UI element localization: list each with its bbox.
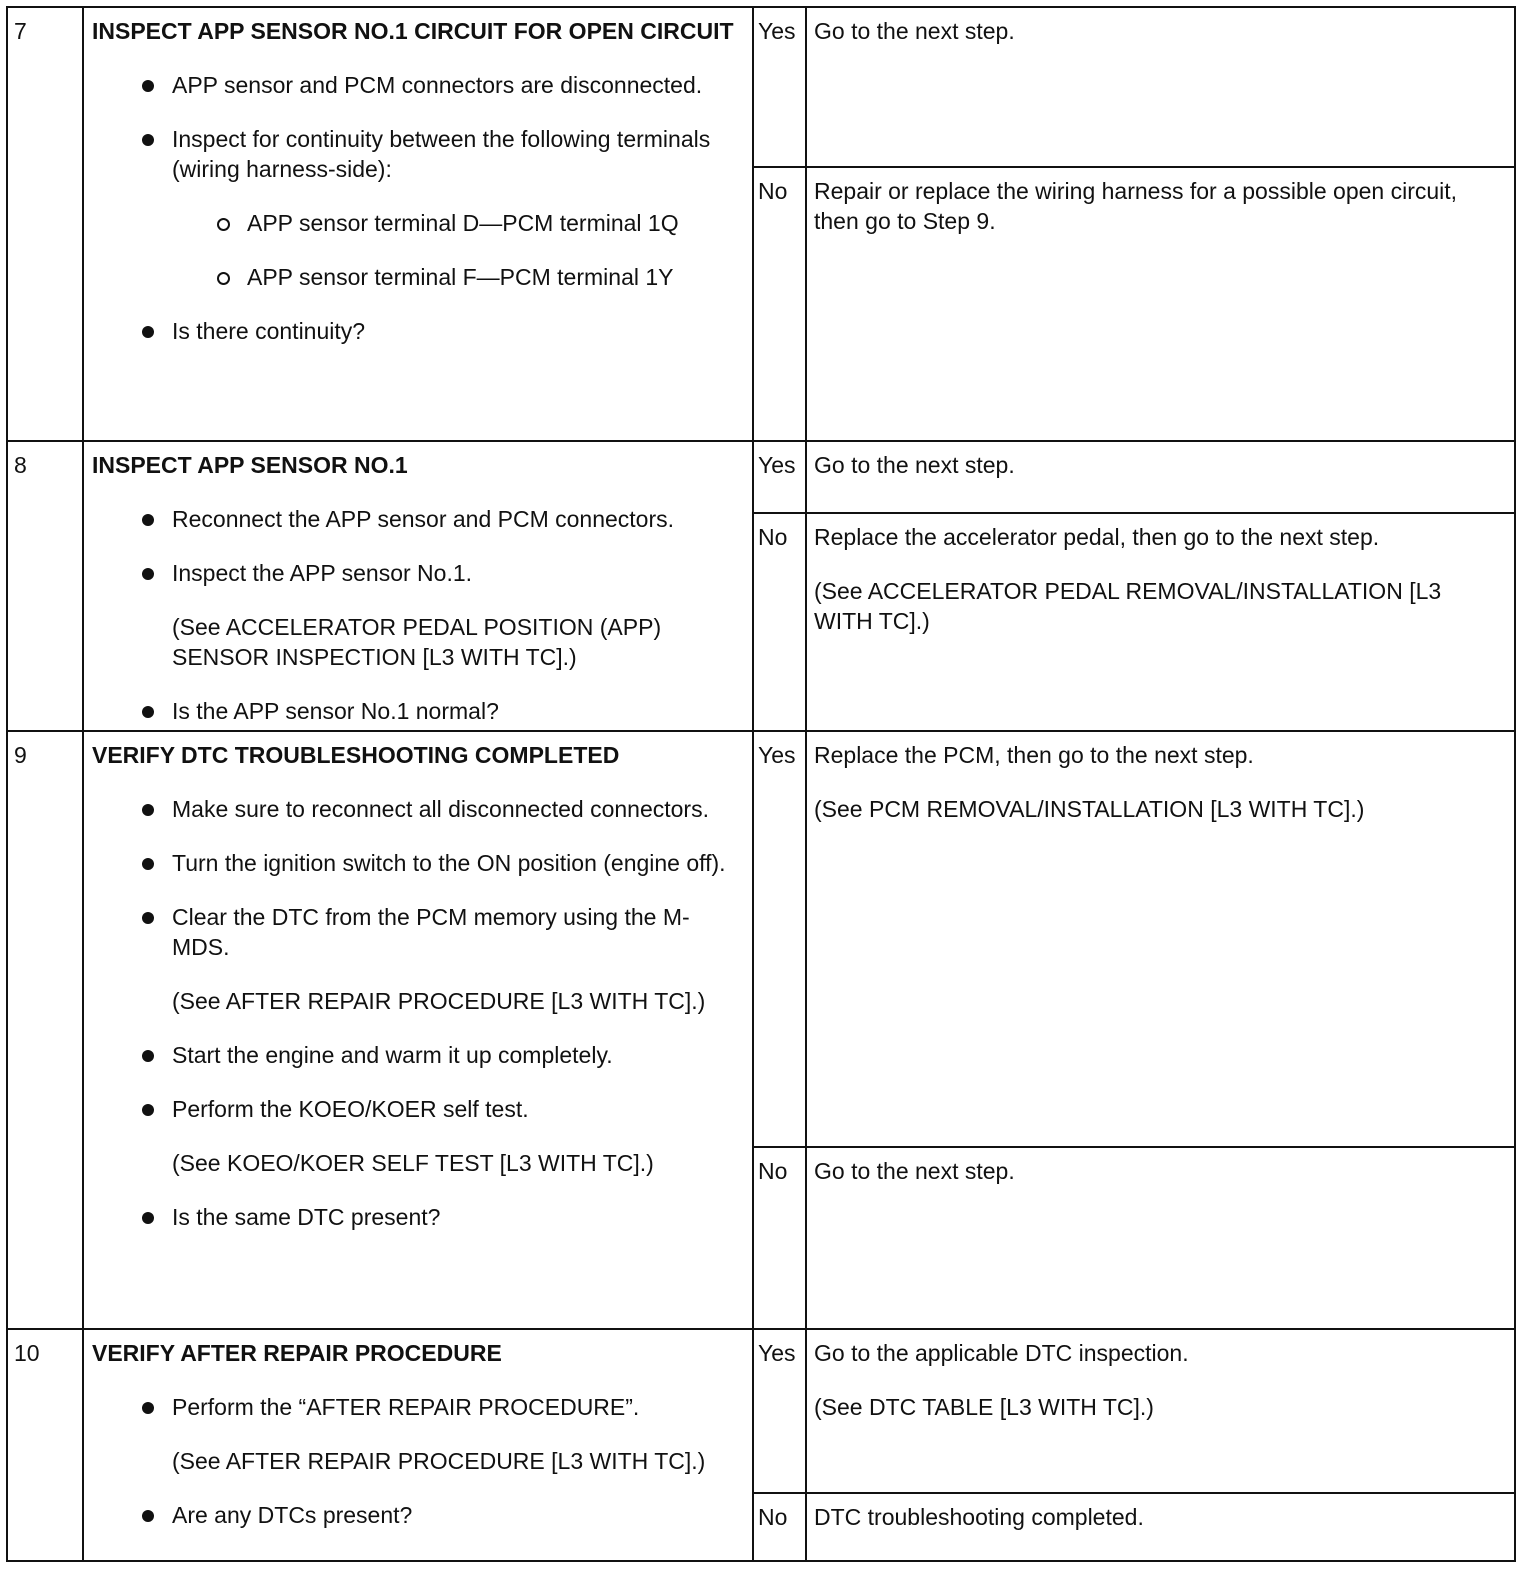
reference-note: (See PCM REMOVAL/INSTALLATION [L3 WITH TC].) (814, 796, 1365, 822)
bullet-item: Turn the ignition switch to the ON position (engine off). (92, 848, 742, 878)
step-9-yes-row (7, 731, 1515, 1147)
bullet-item: Is there continuity? (92, 316, 742, 346)
step-title: VERIFY AFTER REPAIR PROCEDURE (92, 1340, 502, 1366)
no-action (806, 1493, 1515, 1561)
step-number: 7 (7, 7, 83, 441)
action-text: Replace the PCM, then go to the next step. (814, 742, 1254, 768)
action-text: Replace the accelerator pedal, then go to the next step. (814, 524, 1380, 550)
yes-action (806, 1329, 1515, 1493)
action-text: Go to the next step. (814, 452, 1015, 478)
bullet-item: Perform the KOEO/KOER self test. (92, 1094, 742, 1124)
bullet-item: Make sure to reconnect all disconnected connectors. (92, 794, 742, 824)
no-label: No (753, 1147, 806, 1329)
no-action (806, 1147, 1515, 1329)
bullet-item: Inspect the APP sensor No.1. (92, 558, 742, 588)
action-text: DTC troubleshooting completed. (814, 1504, 1144, 1530)
bullet-item: Are any DTCs present? (92, 1500, 742, 1530)
bullet-item: Reconnect the APP sensor and PCM connectors. (92, 504, 742, 534)
bullet-item: APP sensor and PCM connectors are disconnected. (92, 70, 742, 100)
step-number: 9 (7, 731, 83, 1329)
diagnostic-procedure-table (6, 6, 1516, 1562)
no-label: No (753, 1493, 806, 1561)
no-action (806, 513, 1515, 731)
step-number: 10 (7, 1329, 83, 1561)
step-procedure (83, 731, 753, 1329)
reference-note: (See ACCELERATOR PEDAL REMOVAL/INSTALLATION [L3 WITH TC].) (814, 578, 1442, 634)
no-action (806, 167, 1515, 441)
reference-note: (See ACCELERATOR PEDAL POSITION (APP) SENSOR INSPECTION [L3 WITH TC].) (172, 614, 662, 670)
bullet-item: Clear the DTC from the PCM memory using the M-MDS. (92, 902, 742, 962)
step-title: INSPECT APP SENSOR NO.1 CIRCUIT FOR OPEN CIRCUIT (92, 18, 734, 44)
yes-action (806, 441, 1515, 513)
no-label: No (753, 167, 806, 441)
reference-note: (See KOEO/KOER SELF TEST [L3 WITH TC].) (172, 1150, 654, 1176)
step-procedure (83, 7, 753, 441)
yes-label: Yes (753, 1329, 806, 1493)
bullet-item: Inspect for continuity between the following terminals (wiring harness-side): (92, 124, 742, 184)
step-title: VERIFY DTC TROUBLESHOOTING COMPLETED (92, 742, 620, 768)
yes-label: Yes (753, 731, 806, 1147)
action-text: Go to the next step. (814, 18, 1015, 44)
yes-action (806, 7, 1515, 167)
yes-label: Yes (753, 7, 806, 167)
bullet-item: Is the same DTC present? (92, 1202, 742, 1232)
bullet-item: Start the engine and warm it up completely. (92, 1040, 742, 1070)
yes-action (806, 731, 1515, 1147)
action-text: Repair or replace the wiring harness for a possible open circuit, then go to Step 9. (814, 178, 1458, 234)
step-number: 8 (7, 441, 83, 731)
step-10-yes-row (7, 1329, 1515, 1493)
step-procedure (83, 441, 753, 731)
bullet-item: Perform the “AFTER REPAIR PROCEDURE”. (92, 1392, 742, 1422)
sub-bullet-item: APP sensor terminal F—PCM terminal 1Y (92, 262, 742, 292)
reference-note: (See DTC TABLE [L3 WITH TC].) (814, 1394, 1154, 1420)
step-8-yes-row (7, 441, 1515, 513)
reference-note: (See AFTER REPAIR PROCEDURE [L3 WITH TC].) (172, 988, 706, 1014)
no-label: No (753, 513, 806, 731)
step-7-yes-row (7, 7, 1515, 167)
action-text: Go to the next step. (814, 1158, 1015, 1184)
sub-bullet-item: APP sensor terminal D—PCM terminal 1Q (92, 208, 742, 238)
bullet-item: Is the APP sensor No.1 normal? (92, 696, 742, 726)
reference-note: (See AFTER REPAIR PROCEDURE [L3 WITH TC].) (172, 1448, 706, 1474)
step-title: INSPECT APP SENSOR NO.1 (92, 452, 408, 478)
action-text: Go to the applicable DTC inspection. (814, 1340, 1189, 1366)
step-procedure (83, 1329, 753, 1561)
yes-label: Yes (753, 441, 806, 513)
